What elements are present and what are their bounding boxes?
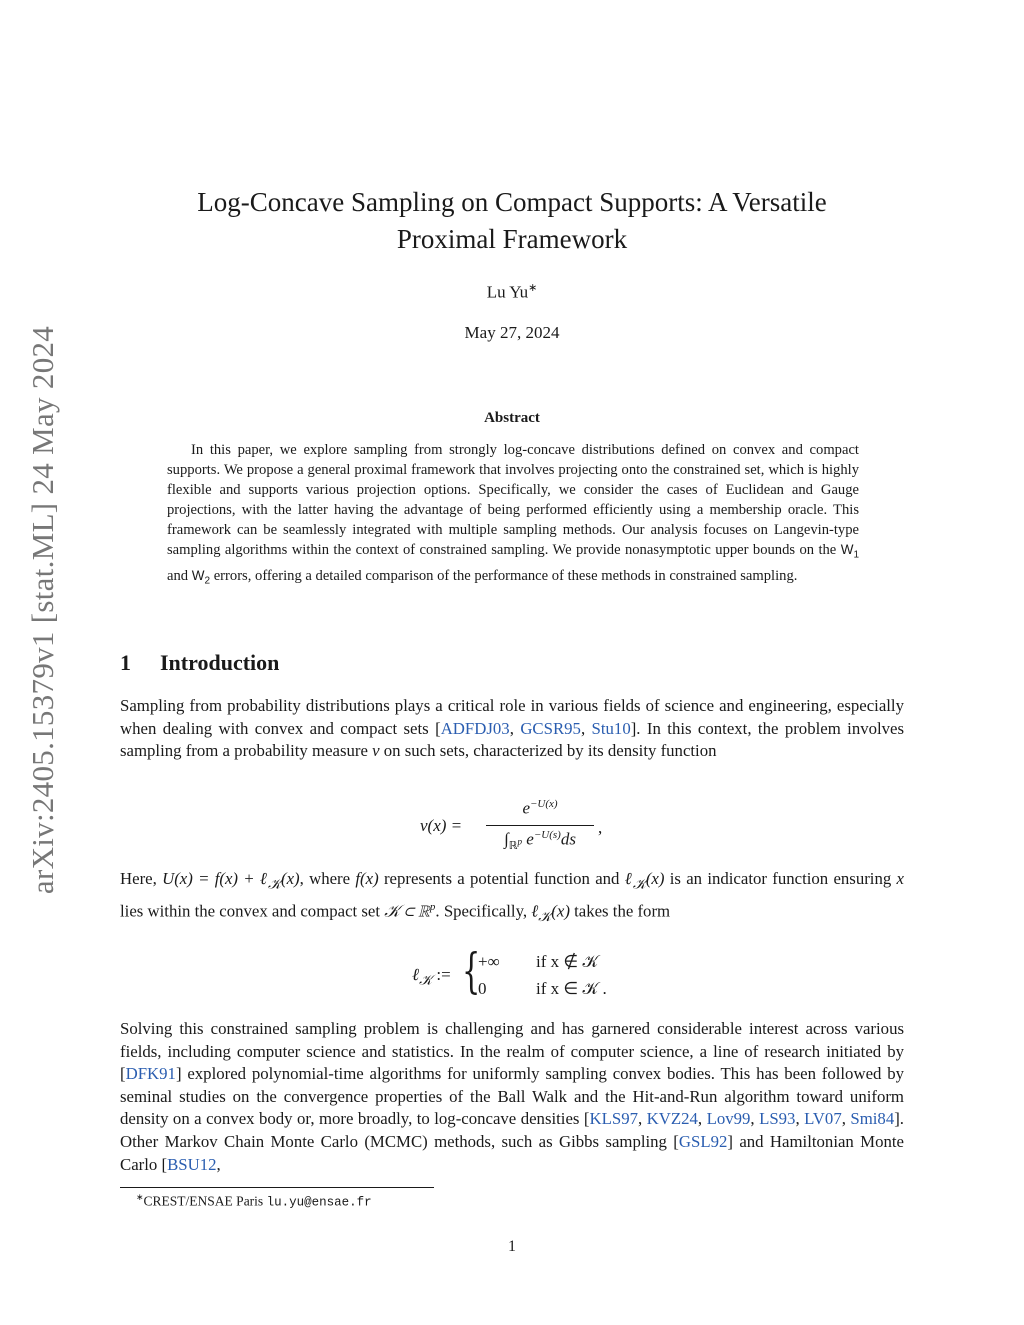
author [120,281,904,303]
math-fx: f(x) [355,869,379,888]
arxiv-identifier-stamp: arXiv:2405.15379v1 [stat.ML] 24 May 2024 [25,325,60,895]
abstract-text-1: In this paper, we explore sampling from strongly log-concave distributions defined on convex and compact supports. We propose a general proximal framework that involves projecting onto the constrained set, which is highly flexible and supports various projection options. Specifically, we consider the cases of Euclidean and Gauge projections, with the latter having the advantage of being performed efficiently using a membership oracle. This framework can be seamlessly integrated with multiple sampling methods. Our analysis focuses on Langevin-type sampling algorithms within the context of constrained sampling. We provide nonasymptotic upper bounds on the [167,442,859,558]
author-footnote-mark: ∗ [528,282,538,294]
equation-lhs [412,965,451,988]
author-name: Lu Yu [486,282,529,302]
p2-text: is an indicator function ensuring [664,869,897,888]
p3-sep: , [750,1109,760,1129]
w2-subscript: 2 [204,575,211,587]
cases-brace: { [462,943,481,999]
p2-text: , where [299,869,356,888]
p3-text: ] explored polynomial-time algorithms for uniformly sampling convex bodies. This has been followed by seminal studies on the convergence properties of the Ball Walk and the Hit-and-Run algorithm toward uniform density on a convex body or, more broadly, to log-concave densities [ [120,1064,904,1129]
domain-exponent: p [517,836,523,847]
w1-subscript: 1 [853,549,859,561]
equation-comma: , [598,818,603,837]
case-condition-1: if x ∉ 𝒦 [536,952,599,971]
math-arg: (x) [551,901,570,921]
p3-text: ]. Other Markov Chain Monte Carlo (MCMC) methods, such as Gibbs sampling [ [120,1109,905,1151]
citation-link[interactable]: LV07 [804,1109,842,1129]
p1-text-a: Sampling from probability distributions plays a critical role in various fields of science and engineering, especially when dealing with convex and compact sets [ [120,696,904,738]
fraction-numerator [486,798,594,819]
citation-link[interactable]: GCSR95 [520,718,581,738]
intro-paragraph-2 [120,868,904,929]
math-set-inclusion: 𝒦 ⊂ ℝ [384,901,430,921]
page-number: 1 [508,1238,516,1255]
math-set-sub: 𝒦 [538,908,552,925]
citation-link[interactable]: ADFDJ03 [440,718,510,738]
numerator-exponent: −U(x) [529,798,558,810]
p3-sep: , [697,1109,707,1129]
p3-text: ] and Hamiltonian Monte Carlo [ [120,1131,904,1174]
wasserstein-2-symbol [191,567,211,587]
intro-paragraph-3 [120,1018,904,1176]
section-title: Introduction [160,650,280,675]
p3-sep: , [795,1109,805,1129]
differential: ds [560,829,576,849]
footnote-email: lu.yu@ensae.fr [266,1195,372,1210]
lhs-define: := [432,965,451,984]
abstract-text-3: errors, offering a detailed comparison of the performance of these methods in constrained sampling. [210,567,798,584]
citation-link[interactable]: KVZ24 [646,1109,698,1129]
citation-link[interactable]: Smi84 [850,1109,895,1129]
p2-text: . Specifically, [435,901,532,921]
domain-reals: ℝ [508,840,518,853]
citation-link[interactable]: KLS97 [589,1109,638,1129]
citation-link[interactable]: LS93 [759,1109,796,1129]
citation-link[interactable]: Stu10 [591,718,631,738]
case-value-2: 0 [478,979,487,998]
p3-sep: , [637,1109,647,1129]
math-x: x [896,869,904,888]
p3-sep: , [841,1109,851,1129]
paper-date: May 27, 2024 [464,323,560,342]
title-line-2: Proximal Framework [396,224,628,254]
case-value-1: +∞ [478,952,500,971]
p1-sep: , [580,718,592,738]
math-exponent: p [429,900,436,913]
denominator-base: e [522,829,534,849]
paper-title [120,184,904,258]
w2-letter: W [191,567,205,583]
math-ell: ℓ [531,901,539,921]
p3-text: Solving this constrained sampling problem is challenging and has garnered considerable interest across various fields, including computer science and statistics. In the realm of computer science, a line of research initiated by [ [120,1019,904,1084]
math-arg: (x) [645,869,665,888]
fraction-denominator [486,829,594,852]
footnote-affiliation: CREST/ENSAE Paris [143,1193,267,1209]
p2-text: Here, [120,869,163,888]
math-set-sub: 𝒦 [632,876,646,893]
wasserstein-1-symbol [840,542,859,561]
citation-link[interactable]: BSU12 [167,1154,217,1174]
abstract-heading: Abstract [484,410,540,426]
integral-sign: ∫ [504,829,509,849]
lhs-ell: ℓ [412,965,420,984]
lhs-set-sub: 𝒦 [419,972,433,989]
citation-link[interactable]: Lov99 [706,1109,751,1129]
section-number: 1 [120,650,131,675]
fraction-bar [486,825,594,826]
citation-link[interactable]: DFK91 [125,1064,176,1084]
section-heading-introduction [120,650,279,676]
abstract-text-2: and [167,567,192,584]
footnote [136,1192,372,1210]
case-condition-2: if x ∈ 𝒦 . [536,979,607,998]
footnote-divider [120,1187,434,1188]
title-line-1: Log-Concave Sampling on Compact Supports: A Versatile [197,187,827,217]
equation-lhs: ν(x) = [420,816,463,835]
citation-link[interactable]: GSL92 [678,1131,728,1151]
p3-text: , [216,1154,221,1174]
math-arg: (x) [281,869,300,888]
p2-text: lies within the convex and compact set [120,901,385,921]
p2-text: takes the form [569,901,671,921]
abstract-body [167,440,859,591]
denominator-exponent: −U(s) [533,829,561,841]
math-nu: ν [372,741,380,761]
numerator-base: e [522,798,530,818]
math-set-sub: 𝒦 [267,876,281,893]
w1-letter: W [840,542,854,557]
p1-text-b: ]. In this context, the problem involves sampling from a probability measure [120,718,905,761]
p2-text: represents a potential function and [378,869,625,888]
intro-paragraph-1 [120,695,904,763]
footnote-mark: ∗ [136,1192,144,1202]
math-potential: U(x) = f(x) + ℓ [162,869,268,888]
math-ell: ℓ [624,869,633,888]
p1-text-c: on such sets, characterized by its density function [379,741,717,761]
p1-sep: , [509,718,521,738]
integral-domain [508,836,523,853]
